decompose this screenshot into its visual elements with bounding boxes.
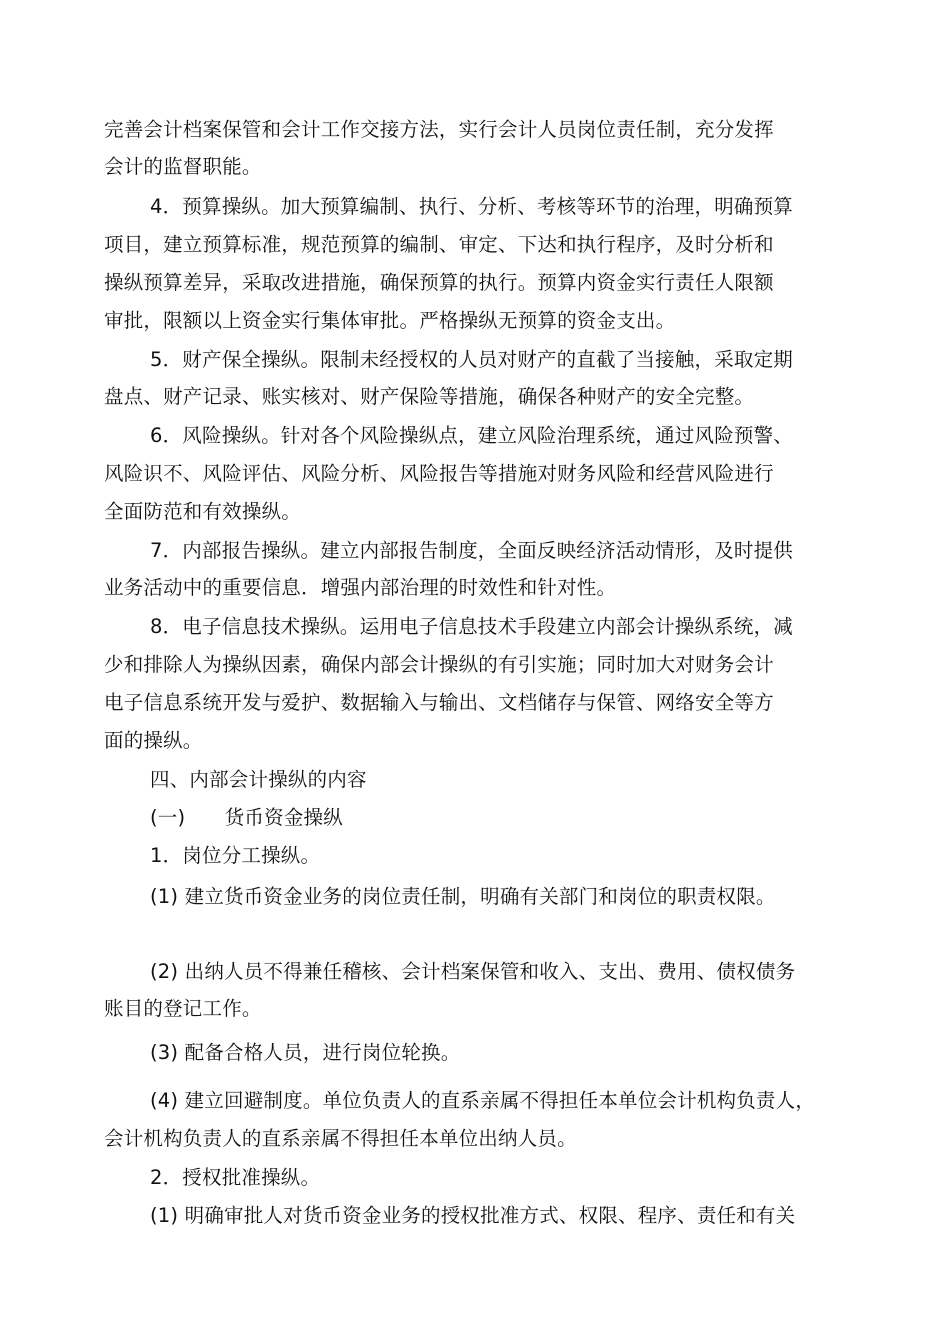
text-line: 4．预算操纵。加大预算编制、执行、分析、考核等环节的治理，明确预算 <box>150 195 794 218</box>
text-line: 面的操纵。 <box>104 729 203 752</box>
text-line: 8．电子信息技术操纵。运用电子信息技术手段建立内部会计操纵系统，减 <box>150 615 794 638</box>
text-line: 全面防范和有效操纵。 <box>104 500 302 523</box>
text-line: 完善会计档案保管和会计工作交接方法，实行会计人员岗位责任制，充分发挥 <box>104 118 774 141</box>
text-line: (1) 建立货币资金业务的岗位责任制，明确有关部门和岗位的职责权限。 <box>150 885 776 908</box>
text-line: 会计机构负责人的直系亲属不得担任本单位出纳人员。 <box>104 1127 577 1150</box>
text-line: (2) 出纳人员不得兼任稽核、会计档案保管和收入、支出、费用、债权债务 <box>150 960 796 983</box>
text-line: 业务活动中的重要信息．增强内部治理的时效性和针对性。 <box>104 576 617 599</box>
text-line: 操纵预算差异，采取改进措施，确保预算的执行。预算内资金实行责任人限额 <box>104 271 774 294</box>
text-line: (4) 建立回避制度。单位负责人的直系亲属不得担任本单位会计机构负责人， <box>150 1089 816 1112</box>
text-line: (1) 明确审批人对货币资金业务的授权批准方式、权限、程序、责任和有关 <box>150 1204 796 1227</box>
text-line: 7．内部报告操纵。建立内部报告制度，全面反映经济活动情形，及时提供 <box>150 539 794 562</box>
text-line: 风险识不、风险评估、风险分析、风险报告等措施对财务风险和经营风险进行 <box>104 462 774 485</box>
text-line: 1．岗位分工操纵。 <box>150 844 321 867</box>
section-heading: 四、内部会计操纵的内容 <box>150 768 367 791</box>
text-line: 6．风险操纵。针对各个风险操纵点，建立风险治理系统，通过风险预警、 <box>150 424 794 447</box>
text-line: 盘点、财产记录、账实核对、财产保险等措施，确保各种财产的安全完整。 <box>104 385 755 408</box>
text-line: 项目，建立预算标准，规范预算的编制、审定、下达和执行程序，及时分析和 <box>104 233 774 256</box>
text-line: 2．授权批准操纵。 <box>150 1166 321 1189</box>
text-line: 审批，限额以上资金实行集体审批。严格操纵无预算的资金支出。 <box>104 309 676 332</box>
text-line: 会计的监督职能。 <box>104 155 262 178</box>
text-line: 少和排除人为操纵因素，确保内部会计操纵的有引实施；同时加大对财务会计 <box>104 653 774 676</box>
text-line: 账目的登记工作。 <box>104 997 262 1020</box>
subsection-heading: (一) 货币资金操纵 <box>150 806 343 829</box>
text-line: 电子信息系统开发与爱护、数据输入与输出、文档储存与保管、网络安全等方 <box>104 691 774 714</box>
text-line: (3) 配备合格人员，进行岗位轮换。 <box>150 1041 461 1064</box>
text-line: 5．财产保全操纵。限制未经授权的人员对财产的直截了当接触，采取定期 <box>150 348 794 371</box>
